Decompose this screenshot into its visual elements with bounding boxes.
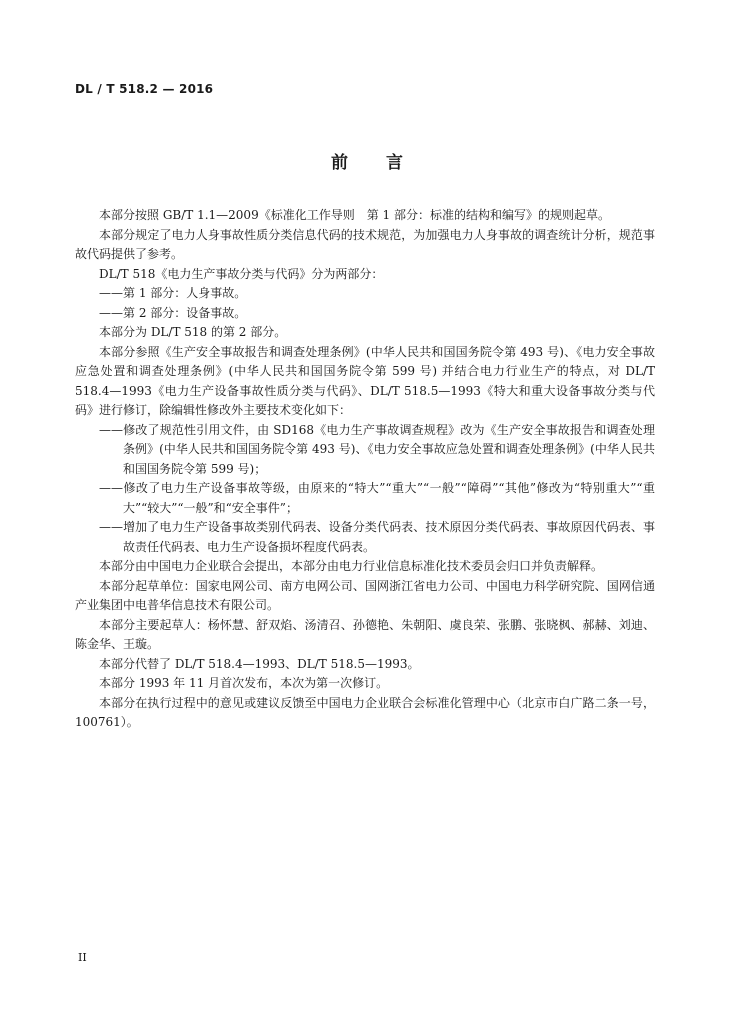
paragraph-history: 本部分 1993 年 11 月首次发布，本次为第一次修订。	[99, 676, 389, 690]
change-item-accident-levels: ——修改了电力生产设备事故等级，由原来的“特大”“重大”“一般”“障碍”“其他”修改为“特别重大”“重大”“较大”“一般”和“安全事件”；	[99, 481, 655, 515]
page-title: 前言	[331, 153, 441, 173]
paragraph-part-1: ——第 1 部分：人身事故。	[99, 286, 247, 300]
paragraph-scope: 本部分规定了电力人身事故性质分类信息代码的技术规范，为加强电力人身事故的调查统计分析，规范事故代码提供了参考。	[75, 227, 655, 261]
document-code: DL / T 518.2 — 2016	[75, 82, 214, 96]
change-item-code-tables: ——增加了电力生产设备事故类别代码表、设备分类代码表、技术原因分类代码表、事故原因代码表、事故责任代码表、电力生产设备损坏程度代码表。	[99, 520, 655, 554]
paragraph-part-2: ——第 2 部分：设备事故。	[99, 305, 247, 320]
change-item-references: ——修改了规范性引用文件，由 SD168《电力生产事故调查规程》改为《生产安全事故报告和调查处理条例》(中华人民共和国国务院令第 493 号)、《电力安全事故应急处置和调查处理条例》(中华人民共和国国务院令第 599 号)；	[99, 422, 655, 476]
foreword-body	[75, 206, 655, 733]
page-number: II	[78, 951, 87, 964]
paragraph-proposer: 本部分由中国电力企业联合会提出，本部分由电力行业信息标准化技术委员会归口并负责解释。	[99, 559, 604, 573]
paragraph-parts-intro: DL/T 518《电力生产事故分类与代码》分为两部分：	[99, 266, 384, 281]
paragraph-revision-basis: 本部分参照《生产安全事故报告和调查处理条例》(中华人民共和国国务院令第 493 号)、《电力安全事故应急处置和调查处理条例》(中华人民共和国国务院令第 599 号) 并结合电力行业生产的特点，对 DL/T 518.4—1993《电力生产设备事故性质分类与代码》、DL/T 518.5—1993《特大和重大设备事故分类与代码》进行修订，除编辑性修改外主要技术变化如下：	[75, 344, 655, 417]
paragraph-this-part: 本部分为 DL/T 518 的第 2 部分。	[99, 325, 287, 339]
paragraph-feedback: 本部分在执行过程中的意见或建议反馈至中国电力企业联合会标准化管理中心（北京市白广路二条一号，100761）。	[75, 695, 655, 729]
paragraph-replaces: 本部分代替了 DL/T 518.4—1993、DL/T 518.5—1993。	[99, 656, 420, 671]
paragraph-drafting-rules: 本部分按照 GB/T 1.1—2009《标准化工作导则 第 1 部分：标准的结构和编写》的规则起草。	[99, 208, 610, 222]
paragraph-drafters: 本部分主要起草人：杨怀慧、舒双焰、汤清召、孙德艳、朱朝阳、虞良荣、张鹏、张晓枫、郝赫、刘迪、陈金华、王璇。	[75, 617, 655, 651]
paragraph-drafting-units: 本部分起草单位：国家电网公司、南方电网公司、国网浙江省电力公司、中国电力科学研究院、国网信通产业集团中电普华信息技术有限公司。	[75, 578, 655, 612]
